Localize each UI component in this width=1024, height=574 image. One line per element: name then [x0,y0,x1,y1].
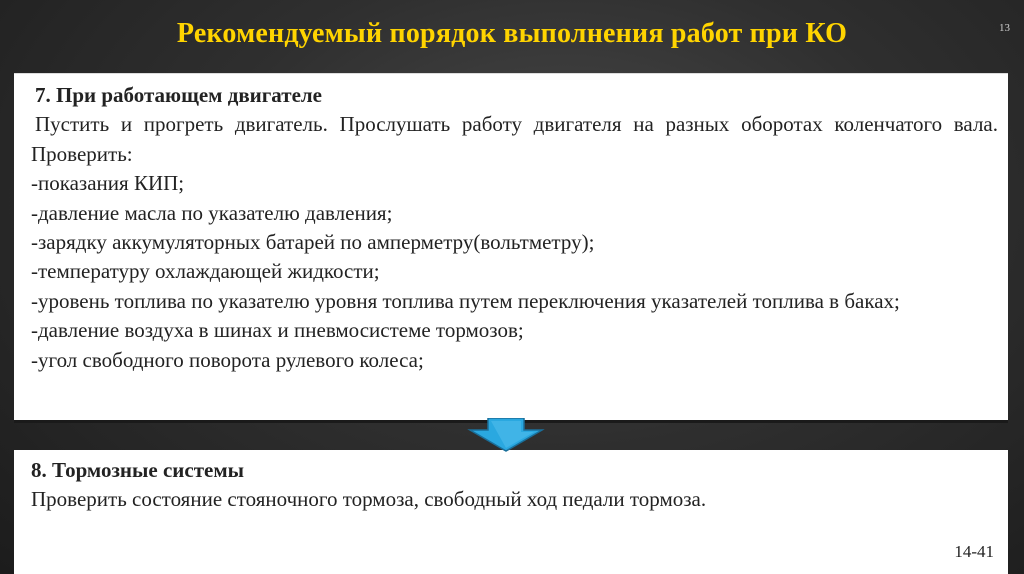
check-item: -угол свободного поворота рулевого колеса; [31,347,424,372]
check-item: -уровень топлива по указателю уровня топлива путем переключения указателей топлива в баках; [31,288,900,313]
slide-title: Рекомендуемый порядок выполнения работ при КО [176,18,848,49]
check-item: -давление воздуха в шинах и пневмосистеме тормозов; [31,318,524,343]
check-item: -температуру охлаждающей жидкости; [31,259,380,284]
section-8-text: Проверить состояние стояночного тормоза, свободный ход педали тормоза. [31,487,707,511]
section-7-intro: Пустить и прогреть двигатель. Прослушать работу двигателя на разных оборотах коленчатого вала. Проверить: [31,112,998,166]
section-8-box [14,450,1008,574]
slide-number: 13 [999,22,1010,34]
section-7-content [31,81,998,375]
section-7-heading: 7. При работающем двигателе [35,83,323,107]
section-7-box [14,73,1008,423]
section-8-content [31,456,998,514]
check-item: -показания КИП; [31,171,185,196]
page-reference: 14-41 [954,542,994,561]
section-8-heading: 8. Тормозные системы [31,458,245,482]
check-item: -зарядку аккумуляторных батарей по амперметру(вольтметру); [31,230,595,255]
down-arrow-icon [466,418,546,452]
check-item: -давление масла по указателю давления; [31,200,393,225]
